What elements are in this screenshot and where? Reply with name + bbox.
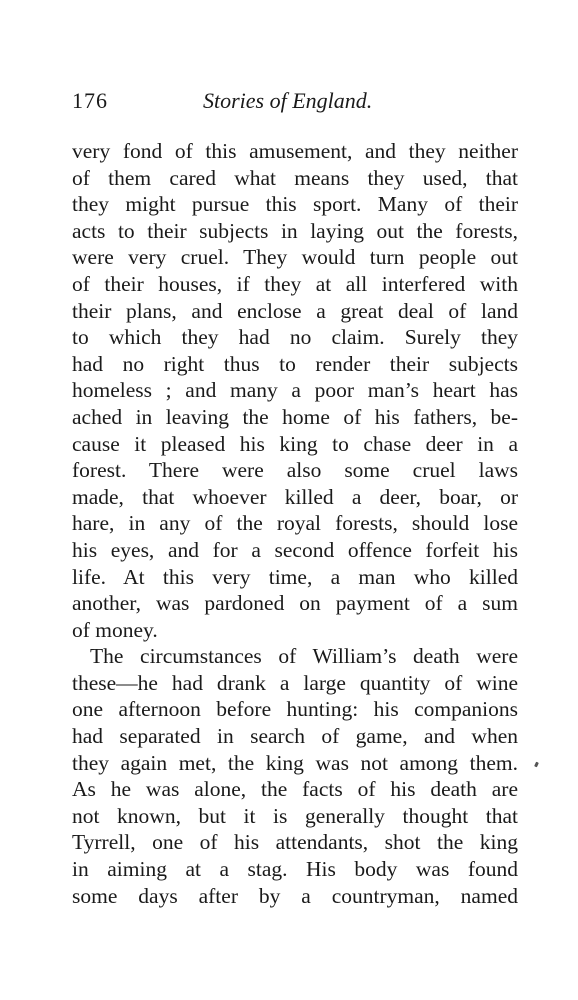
text-line: had separated in search of game, and when [72, 724, 518, 749]
text-line: had no right thus to render their subjects [72, 351, 518, 376]
text-line: hare, in any of the royal forests, should lose [72, 511, 518, 536]
text-line: forest. There were also some cruel laws [72, 458, 518, 483]
text-line: to which they had no claim. Surely they [72, 325, 518, 350]
text-line: life. At this very time, a man who killed [72, 564, 518, 589]
text-line: made, that whoever killed a deer, boar, or [72, 484, 518, 509]
text-line: of their houses, if they at all interfered with [72, 271, 518, 296]
body-text [72, 138, 518, 909]
page-number: 176 [72, 88, 108, 113]
text-line: some days after by a countryman, named [72, 883, 518, 908]
running-title: Stories of England. [203, 88, 373, 113]
text-line: another, was pardoned on payment of a sum [72, 591, 518, 616]
text-line: one afternoon before hunting: his companions [72, 697, 518, 722]
text-line: Tyrrell, one of his attendants, shot the king [72, 830, 518, 855]
text-line: their plans, and enclose a great deal of land [72, 298, 518, 323]
text-line: were very cruel. They would turn people out [72, 245, 518, 270]
text-line: of money. [72, 617, 158, 642]
running-head [72, 88, 516, 118]
text-line: in aiming at a stag. His body was found [72, 857, 518, 882]
text-line: cause it pleased his king to chase deer in a [72, 431, 518, 456]
text-line: they again met, the king was not among them. [72, 750, 518, 775]
ink-speck [534, 762, 539, 768]
text-line: The circumstances of William’s death were [90, 644, 518, 669]
text-line: of them cared what means they used, that [72, 165, 518, 190]
text-line: these—he had drank a large quantity of wine [72, 670, 518, 695]
text-line: very fond of this amusement, and they neither [72, 139, 518, 163]
text-line: As he was alone, the facts of his death are [72, 777, 518, 802]
text-line: homeless ; and many a poor man’s heart has [72, 378, 518, 403]
text-line: ached in leaving the home of his fathers, be- [72, 404, 518, 429]
text-line: they might pursue this sport. Many of their [72, 192, 518, 217]
text-line: not known, but it is generally thought that [72, 803, 518, 828]
text-line: acts to their subjects in laying out the forests, [72, 218, 518, 243]
text-line: his eyes, and for a second offence forfeit his [72, 537, 518, 562]
